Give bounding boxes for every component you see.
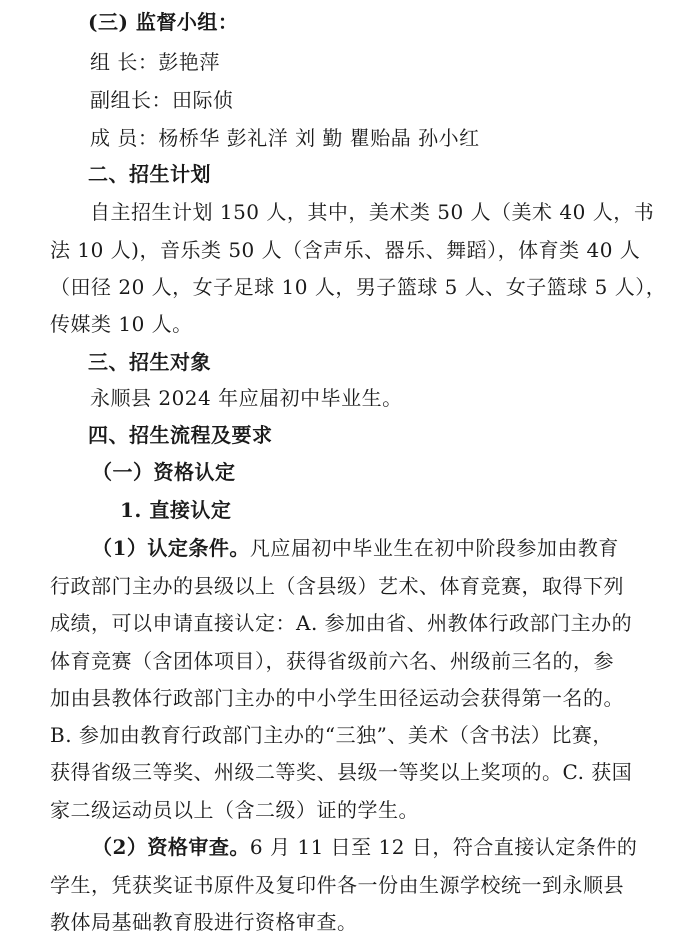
plan-line: 自主招生计划 150 人，其中，美术类 50 人（美术 40 人，书: [90, 200, 655, 224]
conditions-text: 凡应届初中毕业生在初中阶段参加由教育: [249, 536, 619, 560]
supervision-heading: (三) 监督小组：: [88, 10, 239, 34]
conditions-line: 加由县教体行政部门主办的中小学生田径运动会获得第一名的。: [50, 686, 624, 710]
review-label: （2）资格审查。: [92, 835, 250, 859]
process-heading: 四、招生流程及要求: [88, 423, 273, 447]
supervision-deputy: 副组长：田际侦: [90, 88, 234, 112]
review-first-line: [92, 833, 637, 861]
direct-recognition-subheading: 1. 直接认定: [120, 498, 232, 522]
conditions-label: （1）认定条件。: [92, 536, 250, 560]
conditions-line: 家二级运动员以上（含二级）证的学生。: [50, 798, 419, 822]
conditions-line: 获得省级三等奖、州级二等奖、县级一等奖以上奖项的。C. 获国: [50, 760, 633, 784]
target-heading: 三、招生对象: [88, 350, 211, 374]
conditions-line: 体育竞赛（含团体项目），获得省级前六名、州级前三名的，参: [50, 649, 614, 673]
plan-heading: 二、招生计划: [88, 162, 211, 186]
supervision-leader: 组 长：彭艳萍: [90, 50, 220, 74]
qualification-subheading: （一）资格认定: [92, 460, 236, 484]
conditions-line: 行政部门主办的县级以上（含县级）艺术、体育竞赛，取得下列: [50, 574, 624, 598]
plan-line: （田径 20 人，女子足球 10 人，男子篮球 5 人、女子篮球 5 人），: [50, 275, 667, 299]
target-text: 永顺县 2024 年应届初中毕业生。: [90, 386, 403, 410]
plan-line: 传媒类 10 人。: [50, 312, 193, 336]
supervision-members: 成 员：杨桥华 彭礼洋 刘 勤 瞿贻晶 孙小红: [90, 126, 480, 150]
conditions-first-line: [92, 534, 619, 562]
plan-line: 法 10 人)，音乐类 50 人（含声乐、器乐、舞蹈），体育类 40 人: [50, 238, 641, 262]
conditions-line: B. 参加由教育行政部门主办的“三独”、美术（含书法）比赛，: [50, 723, 613, 747]
review-line: 学生，凭获奖证书原件及复印件各一份由生源学校统一到永顺县: [50, 873, 624, 897]
review-text: 6 月 11 日至 12 日，符合直接认定条件的: [249, 835, 638, 859]
review-line: 教体局基础教育股进行资格审查。: [50, 910, 358, 934]
conditions-line: 成绩，可以申请直接认定：A. 参加由省、州教体行政部门主办的: [50, 611, 633, 635]
